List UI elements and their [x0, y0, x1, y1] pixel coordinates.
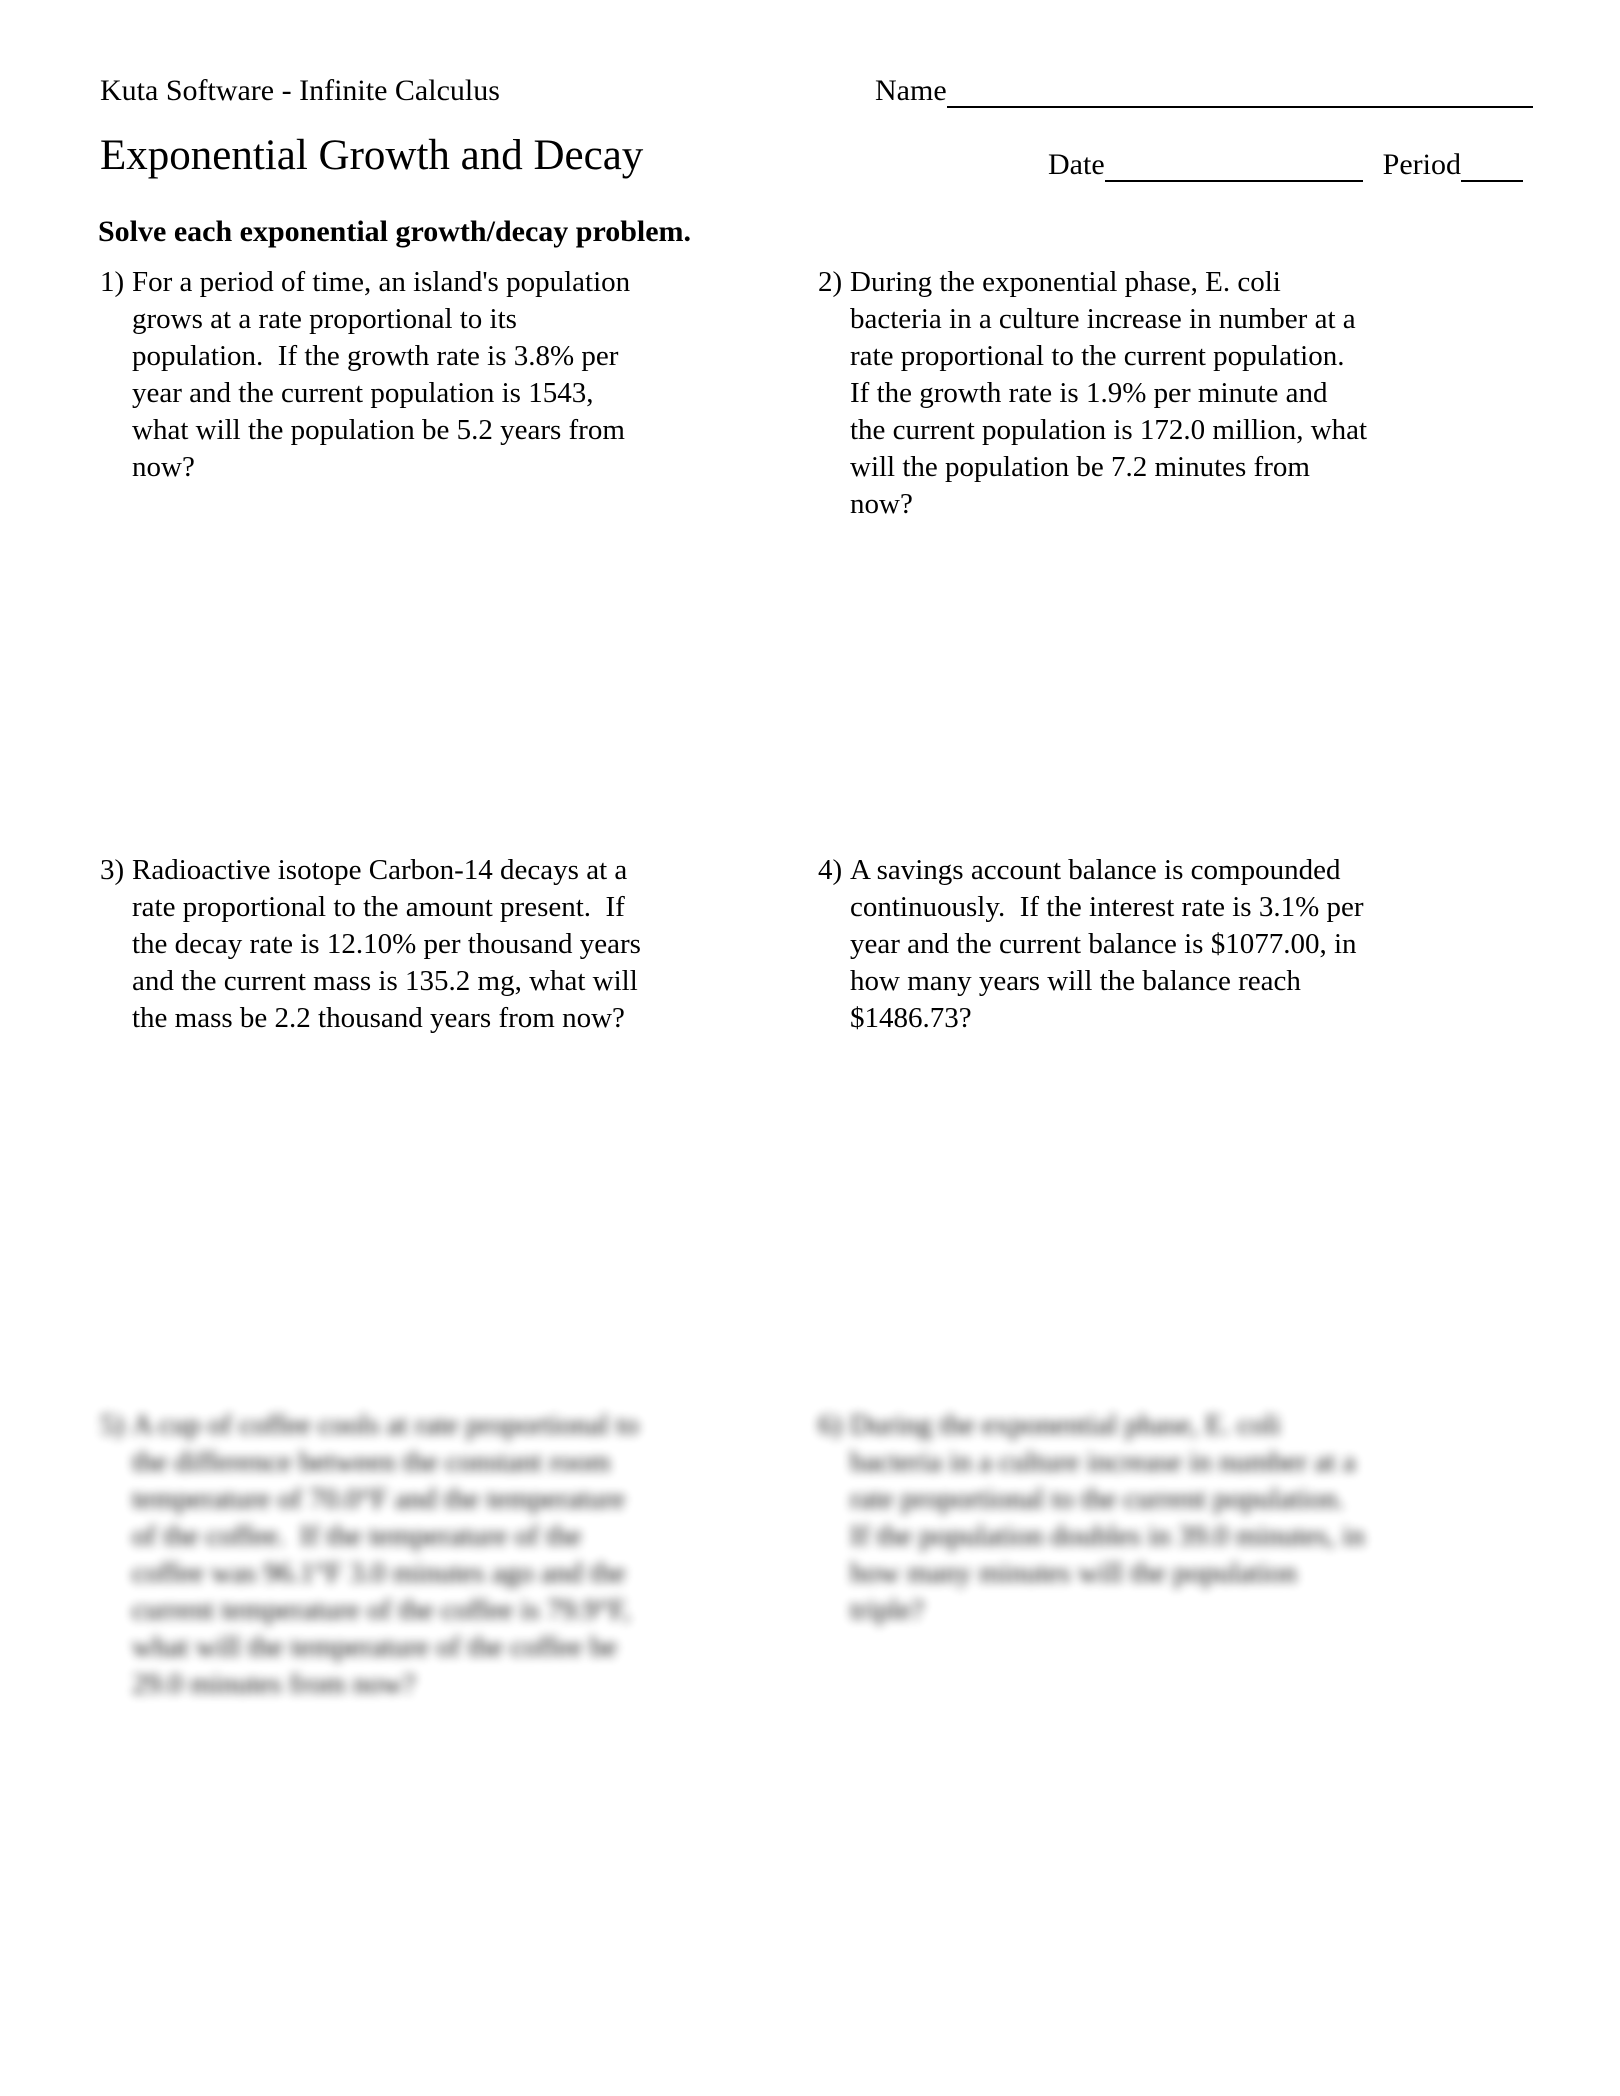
- problem-5-text: [132, 1407, 639, 1703]
- problem-text-line: $1486.73?: [850, 1002, 972, 1034]
- problem-1-number: 1): [100, 266, 125, 298]
- problem-text-line: population. If the growth rate is 3.8% per: [132, 340, 619, 372]
- problem-2-text: [850, 264, 1367, 523]
- problem-1: [100, 264, 630, 486]
- problem-6: [818, 1407, 1365, 1629]
- period-label: Period: [1382, 148, 1461, 181]
- problem-text-line: how many years will the balance reach: [850, 965, 1301, 997]
- problem-5-number: 5): [100, 1409, 125, 1441]
- problem-text-line: A savings account balance is compounded: [850, 854, 1341, 886]
- problem-text-line: rate proportional to the current population.: [850, 1483, 1345, 1515]
- problem-text-line: what will the population be 5.2 years from: [132, 414, 625, 446]
- problem-text-line: A cup of coffee cools at rate proportional to: [132, 1409, 639, 1441]
- problem-text-line: year and the current balance is $1077.00, in: [850, 928, 1357, 960]
- problem-text-line: year and the current population is 1543,: [132, 377, 594, 409]
- problem-2-number: 2): [818, 266, 843, 298]
- problem-text-line: 29.0 minutes from now?: [132, 1668, 416, 1700]
- problem-text-line: Radioactive isotope Carbon-14 decays at a: [132, 854, 628, 886]
- problem-text-line: rate proportional to the current population.: [850, 340, 1345, 372]
- problem-text-line: For a period of time, an island's population: [132, 266, 631, 298]
- name-label: Name: [875, 74, 947, 107]
- problem-text-line: bacteria in a culture increase in number at a: [850, 1446, 1356, 1478]
- name-blank-line: [947, 74, 1533, 108]
- date-period-row: [1048, 148, 1523, 182]
- problem-6-number: 6): [818, 1409, 843, 1441]
- problem-text-line: continuously. If the interest rate is 3.1% per: [850, 891, 1364, 923]
- problem-4-number: 4): [818, 854, 843, 886]
- problem-text-line: During the exponential phase, E. coli: [850, 1409, 1281, 1441]
- problem-text-line: coffee was 96.1°F 3.0 minutes ago and the: [132, 1557, 626, 1589]
- problem-text-line: now?: [850, 488, 913, 520]
- name-row: [875, 74, 1533, 108]
- problem-text-line: current temperature of the coffee is 79.9°F,: [132, 1594, 631, 1626]
- problem-text-line: If the growth rate is 1.9% per minute and: [850, 377, 1328, 409]
- date-label: Date: [1048, 148, 1105, 181]
- problem-text-line: grows at a rate proportional to its: [132, 303, 517, 335]
- problem-text-line: the mass be 2.2 thousand years from now?: [132, 1002, 625, 1034]
- problem-text-line: triple?: [850, 1594, 925, 1626]
- problem-text-line: the decay rate is 12.10% per thousand years: [132, 928, 641, 960]
- instruction-text: Solve each exponential growth/decay problem.: [98, 215, 692, 248]
- problem-3: [100, 852, 641, 1037]
- problem-3-number: 3): [100, 854, 125, 886]
- problem-text-line: of the coffee. If the temperature of the: [132, 1520, 582, 1552]
- kuta-software-header: Kuta Software - Infinite Calculus: [100, 74, 500, 107]
- problem-text-line: the current population is 172.0 million, what: [850, 414, 1368, 446]
- page-title: Exponential Growth and Decay: [100, 132, 644, 179]
- problem-text-line: and the current mass is 135.2 mg, what will: [132, 965, 638, 997]
- problem-2: [818, 264, 1367, 523]
- problem-text-line: temperature of 70.0°F and the temperature: [132, 1483, 626, 1515]
- problem-text-line: If the population doubles in 39.0 minutes, in: [850, 1520, 1365, 1552]
- problem-text-line: will the population be 7.2 minutes from: [850, 451, 1310, 483]
- problem-4: [818, 852, 1364, 1037]
- problem-5: [100, 1407, 639, 1703]
- problem-3-text: [132, 852, 641, 1037]
- problem-4-text: [850, 852, 1364, 1037]
- problem-text-line: what will the temperature of the coffee be: [132, 1631, 617, 1663]
- problem-text-line: how many minutes will the population: [850, 1557, 1298, 1589]
- problem-text-line: rate proportional to the amount present. If: [132, 891, 625, 923]
- period-blank-line: [1461, 148, 1523, 182]
- problem-text-line: the difference between the constant room: [132, 1446, 611, 1478]
- problem-text-line: bacteria in a culture increase in number at a: [850, 303, 1356, 335]
- problem-6-text: [850, 1407, 1365, 1629]
- problem-text-line: now?: [132, 451, 195, 483]
- date-blank-line: [1105, 148, 1363, 182]
- problem-text-line: During the exponential phase, E. coli: [850, 266, 1281, 298]
- problem-1-text: [132, 264, 630, 486]
